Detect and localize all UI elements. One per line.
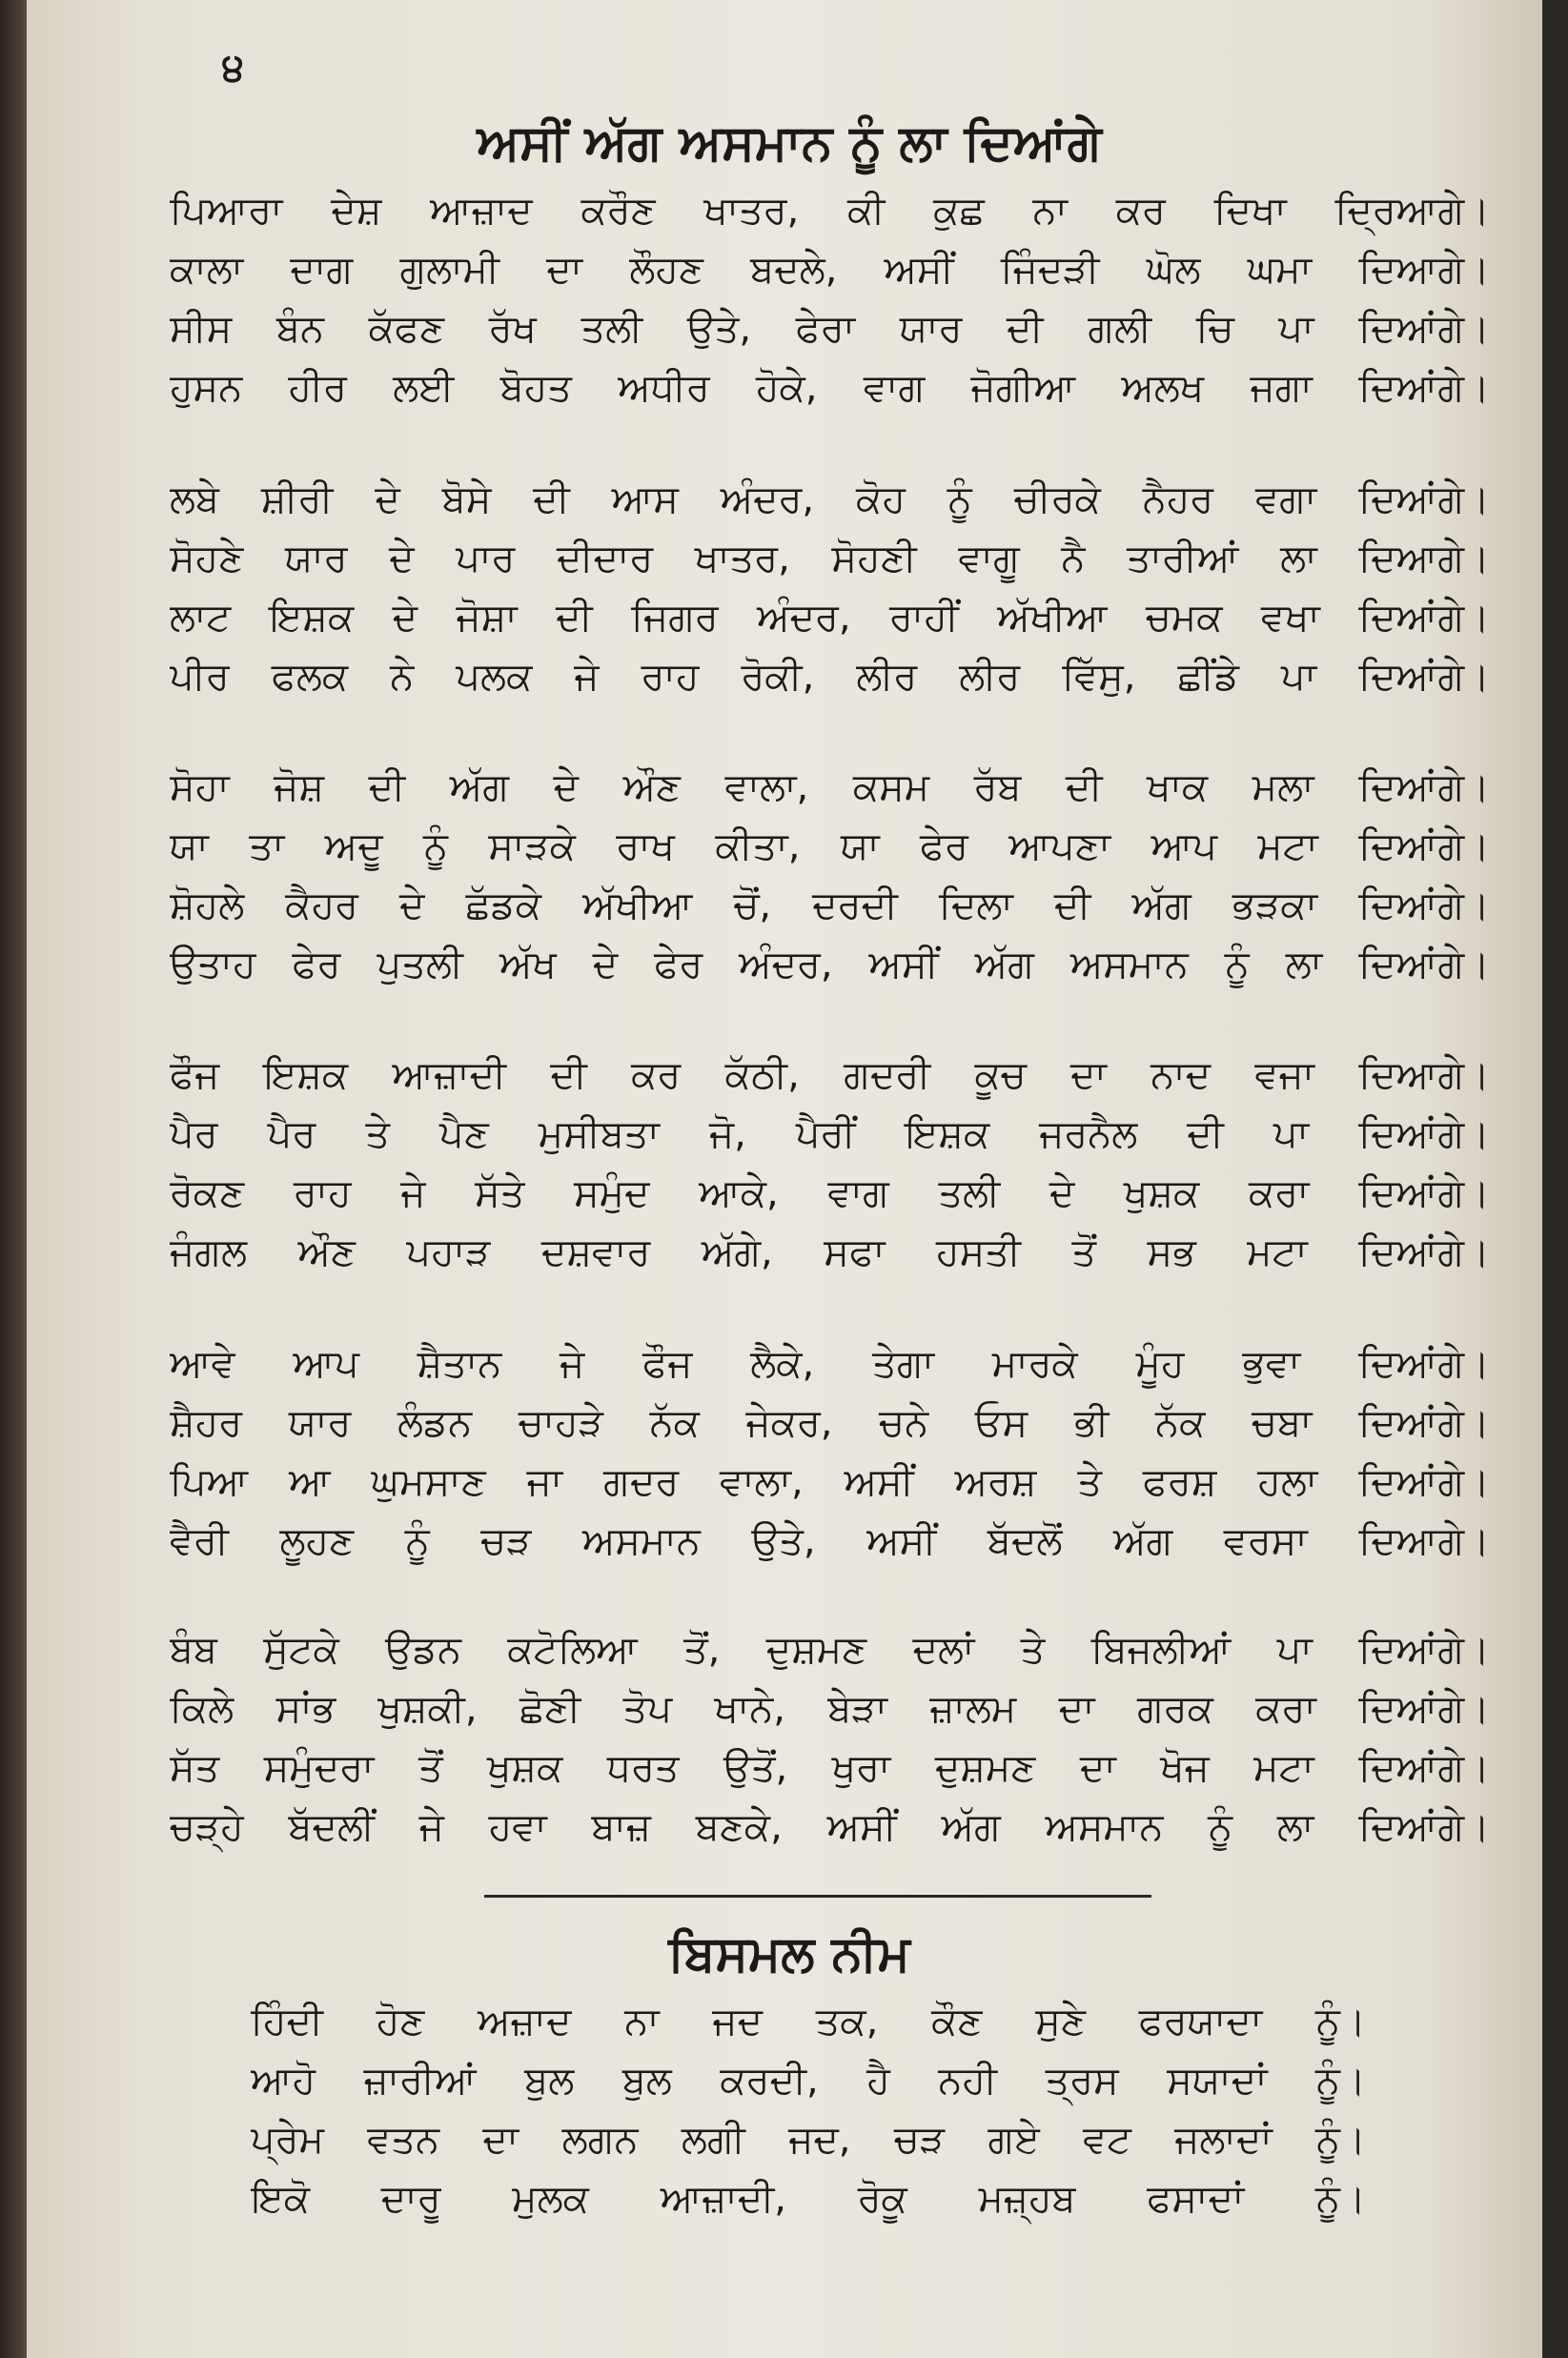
- book-page: [27, 0, 1542, 2358]
- verse-line: ਸ਼ੋਹਲੇ ਕੈਹਰ ਦੇ ਛੱਡਕੇ ਅੱਖੀਆ ਚੋਂ, ਦਰਦੀ ਦਿਲਾ ਦੀ ਅੱਗ ਭੜਕਾ ਦਿਆਂਗੇ।: [170, 884, 1490, 927]
- verse-line: ਕਿਲੇ ਸਾਂਭ ਖੁਸ਼ਕੀ, ਛੋਣੀ ਤੋਪ ਖਾਨੇ, ਬੇੜਾ ਜ਼ਾਲਮ ਦਾ ਗਰਕ ਕਰਾ ਦਿਆਂਗੇ।: [170, 1687, 1490, 1731]
- poem2-title: ਬਿਸਮਲ ਨੀਮ: [668, 1925, 910, 1982]
- verse-line: ਰੋਕਣ ਰਾਹ ਜੇ ਸੱਤੇ ਸਮੁੰਦ ਆਕੇ, ਵਾਗ ਤਲੀ ਦੇ ਖੁਸ਼ਕ ਕਰਾ ਦਿਆਂਗੇ।: [170, 1171, 1490, 1215]
- verse-line: ਕਾਲਾ ਦਾਗ ਗੁਲਾਮੀ ਦਾ ਲੌਹਣ ਬਦਲੇ, ਅਸੀਂ ਜਿੰਦੜੀ ਘੋਲ ਘਮਾ ਦਿਆਗੇ।: [170, 248, 1490, 292]
- verse-line: ਸੋਹਾ ਜੋਸ਼ ਦੀ ਅੱਗ ਦੇ ਔਣ ਵਾਲਾ, ਕਸਮ ਰੱਬ ਦੀ ਖਾਕ ਮਲਾ ਦਿਆਂਗੇ।: [170, 765, 1490, 809]
- verse-line: ਆਵੇ ਆਪ ਸ਼ੈਤਾਨ ਜੇ ਫੌਜ ਲੈਕੇ, ਤੇਗਾ ਮਾਰਕੇ ਮੂੰਹ ਭੁਵਾ ਦਿਆਂਗੇ।: [170, 1342, 1490, 1386]
- verse-line: ਪੈਰ ਪੈਰ ਤੇ ਪੈਣ ਮੁਸੀਬਤਾ ਜੋ, ਪੈਰੀਂ ਇਸ਼ਕ ਜਰਨੈਲ ਦੀ ਪਾ ਦਿਆਂਗੇ।: [170, 1112, 1490, 1156]
- verse-line: ਯਾ ਤਾ ਅਦੂ ਨੂੰ ਸਾੜਕੇ ਰਾਖ ਕੀਤਾ, ਯਾ ਫੇਰ ਆਪਣਾ ਆਪ ਮਟਾ ਦਿਆਂਗੇ।: [170, 824, 1490, 868]
- poem2-verses: [251, 1992, 1366, 2228]
- stanza-5: [170, 1334, 1490, 1571]
- verse-line: ਸ਼ੈਹਰ ਯਾਰ ਲੰਡਨ ਚਾਹੜੇ ਨੱਕ ਜੇਕਰ, ਚਨੇ ਓਸ ਭੀ ਨੱਕ ਚਬਾ ਦਿਆਂਗੇ।: [170, 1401, 1490, 1445]
- verse-line: ਪ੍ਰੇਮ ਵਤਨ ਦਾ ਲਗਨ ਲਗੀ ਜਦ, ਚੜ ਗਏ ਵਟ ਜਲਾਦਾਂ ਨੂੰ।: [251, 2118, 1366, 2162]
- verse-line: ਹਿੰਦੀ ਹੋਣ ਅਜ਼ਾਦ ਨਾ ਜਦ ਤਕ, ਕੌਣ ਸੁਣੇ ਫਰਯਾਦਾ ਨੂੰ।: [251, 2000, 1366, 2043]
- verse-line: ਹੁਸਨ ਹੀਰ ਲਈ ਬੋਹਤ ਅਧੀਰ ਹੋਕੇ, ਵਾਗ ਜੋਗੀਆ ਅਲਖ ਜਗਾ ਦਿਆਂਗੇ।: [170, 366, 1490, 410]
- stanza-3: [170, 758, 1490, 994]
- verse-line: ਬੰਬ ਸੁੱਟਕੇ ਉਡਨ ਕਟੋਲਿਆ ਤੋਂ, ਦੁਸ਼ਮਣ ਦਲਾਂ ਤੇ ਬਿਜਲੀਆਂ ਪਾ ਦਿਆਂਗੇ।: [170, 1628, 1490, 1672]
- page-number: ੪: [222, 46, 245, 90]
- verse-line: ਪਿਆ ਆ ਘੁਮਸਾਣ ਜਾ ਗਦਰ ਵਾਲਾ, ਅਸੀਂ ਅਰਸ਼ ਤੇ ਫਰਸ਼ ਹਲਾ ਦਿਆਂਗੇ।: [170, 1460, 1490, 1504]
- verse-line: ਸੀਸ ਬੰਨ ਕੱਫਣ ਰੱਖ ਤਲੀ ਉਤੇ, ਫੇਰਾ ਯਾਰ ਦੀ ਗਲੀ ਚਿ ਪਾ ਦਿਆਂਗੇ।: [170, 307, 1490, 351]
- verse-line: ਪੀਰ ਫਲਕ ਨੇ ਪਲਕ ਜੇ ਰਾਹ ਰੋਕੀ, ਲੀਰ ਲੀਰ ਵਿੱਸੁ, ਛੀਂਡੇ ਪਾ ਦਿਆਂਗੇ।: [170, 655, 1490, 699]
- verse-line: ਸੋਹਣੇ ਯਾਰ ਦੇ ਪਾਰ ਦੀਦਾਰ ਖਾਤਰ, ਸੋਹਣੀ ਵਾਗੂ ਨੈ ਤਾਰੀਆਂ ਲਾ ਦਿਆਗੇ।: [170, 537, 1490, 580]
- verse-line: ਵੈਰੀ ਲੂਹਣ ਨੂੰ ਚੜ ਅਸਮਾਨ ਉਤੇ, ਅਸੀਂ ਬੱਦਲੋਂ ਅੱਗ ਵਰਸਾ ਦਿਆਗੇ।: [170, 1519, 1490, 1563]
- stanza-6: [170, 1620, 1490, 1857]
- verse-line: ਆਹੋ ਜ਼ਾਰੀਆਂ ਬੁਲ ਬੁਲ ਕਰਦੀ, ਹੈ ਨਹੀ ਤ੍ਰਸ ਸਯਾਦਾਂ ਨੂੰ।: [251, 2059, 1366, 2103]
- section-divider: [484, 1895, 1151, 1898]
- verse-line: ਸੱਤ ਸਮੁੰਦਰਾ ਤੋਂ ਖੁਸ਼ਕ ਧਰਤ ਉਤੋਂ, ਖੁਰਾ ਦੁਸ਼ਮਣ ਦਾ ਖੋਜ ਮਟਾ ਦਿਆਂਗੇ।: [170, 1746, 1490, 1790]
- verse-line: ਉਤਾਹ ਫੇਰ ਪੁਤਲੀ ਅੱਖ ਦੇ ਫੇਰ ਅੰਦਰ, ਅਸੀਂ ਅੱਗ ਅਸਮਾਨ ਨੂੰ ਲਾ ਦਿਆਂਗੇ।: [170, 943, 1490, 986]
- verse-line: ਲਬੇ ਸ਼ੀਰੀ ਦੇ ਬੋਸੇ ਦੀ ਆਸ ਅੰਦਰ, ਕੋਹ ਨੂੰ ਚੀਰਕੇ ਨੈਹਰ ਵਗਾ ਦਿਆਂਗੇ।: [170, 478, 1490, 521]
- poem-title: ਅਸੀਂ ਅੱਗ ਅਸਮਾਨ ਨੂੰ ਲਾ ਦਿਆਂਗੇ: [477, 114, 1102, 172]
- verse-line: ਜੰਗਲ ਔਣ ਪਹਾੜ ਦਸ਼ਵਾਰ ਅੱਗੇ, ਸਫਾ ਹਸਤੀ ਤੋਂ ਸਭ ਮਟਾ ਦਿਆਂਗੇ।: [170, 1230, 1490, 1274]
- verse-line: ਇਕੋ ਦਾਰੂ ਮੁਲਕ ਆਜ਼ਾਦੀ, ਰੋਕੂ ਮਜ਼੍ਹਬ ਫਸਾਦਾਂ ਨੂੰ।: [251, 2177, 1366, 2221]
- verse-line: ਲਾਟ ਇਸ਼ਕ ਦੇ ਜੋਸ਼ਾ ਦੀ ਜਿਗਰ ਅੰਦਰ, ਰਾਹੀਂ ਅੱਖੀਆ ਚਮਕ ਵਖਾ ਦਿਆਂਗੇ।: [170, 596, 1490, 640]
- verse-line: ਪਿਆਰਾ ਦੇਸ਼ ਆਜ਼ਾਦ ਕਰੌਣ ਖਾਤਰ, ਕੀ ਕੁਛ ਨਾ ਕਰ ਦਿਖਾ ਦ੍ਰਿਆਗੇ।: [170, 189, 1490, 233]
- stanza-1: [170, 181, 1490, 417]
- stanza-4: [170, 1046, 1490, 1282]
- verse-line: ਚੜ੍ਹੇ ਬੱਦਲੀਂ ਜੇ ਹਵਾ ਬਾਜ਼ ਬਣਕੇ, ਅਸੀਂ ਅੱਗ ਅਸਮਾਨ ਨੂੰ ਲਾ ਦਿਆਂਗੇ।: [170, 1805, 1490, 1849]
- stanza-2: [170, 470, 1490, 706]
- verse-line: ਫੌਜ ਇਸ਼ਕ ਆਜ਼ਾਦੀ ਦੀ ਕਰ ਕੱਠੀ, ਗਦਰੀ ਕੂਚ ਦਾ ਨਾਦ ਵਜਾ ਦਿਆਗੇ।: [170, 1053, 1490, 1097]
